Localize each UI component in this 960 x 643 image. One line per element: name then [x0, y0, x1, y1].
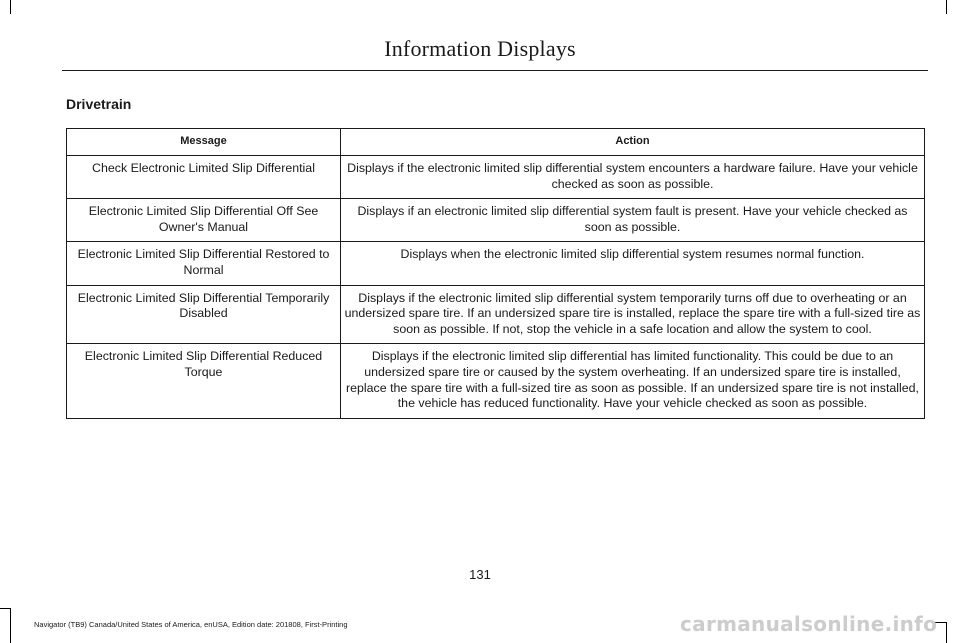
action-cell: Displays if the electronic limited slip differential system temporarily turns off due to overheating or an undersized spare tire. If an undersized spare tire is installed, replace the spare tire with a full-sized tire as soon as possible. If not, stop the vehicle in a safe location and allow the system to cool. [341, 285, 925, 344]
crop-mark-top-left [10, 0, 11, 14]
crop-mark-bottom-left [10, 608, 11, 643]
crop-mark-top-right [946, 0, 947, 14]
action-cell: Displays if the electronic limited slip differential system encounters a hardware failure. Have your vehicle checked as soon as possible. [341, 156, 925, 199]
watermark-logo: carmanualsonline.info [680, 612, 938, 636]
table-row [67, 156, 925, 199]
action-cell: Displays if an electronic limited slip differential system fault is present. Have your vehicle checked as soon as possible. [341, 199, 925, 242]
page-number: 131 [469, 567, 491, 582]
table-row [67, 285, 925, 344]
page-title: Information Displays [384, 36, 576, 61]
crop-mark-bottom-left-h [0, 608, 11, 609]
header-divider [62, 70, 928, 71]
column-header-message: Message [67, 129, 341, 156]
edition-footer: Navigator (TB9) Canada/United States of America, enUSA, Edition date: 201808, First-Printing [34, 620, 348, 629]
section-heading: Drivetrain [66, 96, 132, 112]
message-cell: Electronic Limited Slip Differential Off See Owner's Manual [67, 199, 341, 242]
message-cell: Check Electronic Limited Slip Differential [67, 156, 341, 199]
message-cell: Electronic Limited Slip Differential Temporarily Disabled [67, 285, 341, 344]
column-header-action: Action [341, 129, 925, 156]
table-header-row [67, 129, 925, 156]
message-cell: Electronic Limited Slip Differential Reduced Torque [67, 344, 341, 418]
messages-table [66, 128, 925, 419]
action-cell: Displays when the electronic limited slip differential system resumes normal function. [341, 242, 925, 285]
table-row [67, 199, 925, 242]
table-row [67, 344, 925, 418]
table-row [67, 242, 925, 285]
message-cell: Electronic Limited Slip Differential Restored to Normal [67, 242, 341, 285]
action-cell: Displays if the electronic limited slip differential has limited functionality. This could be due to an undersized spare tire or caused by the system overheating. If an undersized spare tire is installed, replace the spare tire with a full-sized tire as soon as possible. If an undersized spare tire is not installed, the vehicle has reduced functionality. Have your vehicle checked as soon as possible. [341, 344, 925, 418]
crop-mark-bottom-right [946, 622, 947, 643]
